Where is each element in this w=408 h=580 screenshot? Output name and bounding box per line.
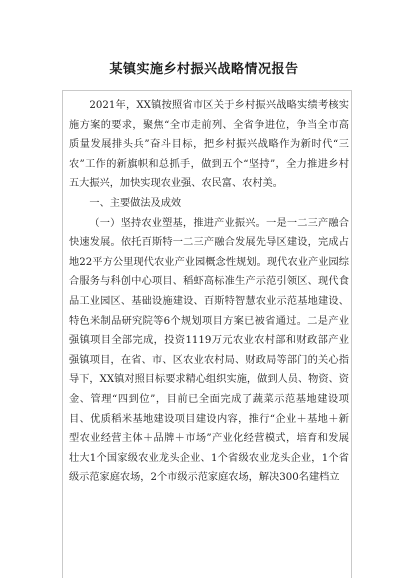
document-body (69, 96, 349, 488)
intro-paragraph: 2021年，XX镇按照省市区关于乡村振兴战略实绩考核实施方案的要求，聚焦“全市走前列、全省争进位，争当全市高质量发展排头兵”奋斗目标，把乡村振兴战略作为新时代“三农”工作的新旗帜和总抓手，做到五个“坚持”，全力推进乡村五大振兴，加快实现农业强、农民富、农村美。 (69, 100, 349, 190)
body-paragraph: （一）坚持农业塑基，推进产业振兴。一是一二三产融合快速发展。依托百斯特一二三产融合发展先导区建设，完成占地22平方公里现代农业产业园概念性规划。现代农业产业园综合服务与科创中心项目、稻虾高标准生产示范引领区、现代食品工业园区、基础设施建设、百斯特智慧农业示范基地建设、特色米制品研究院等6个规划项目方案已被省通过。二是产业强镇项目全部完成，投资1119万元农业农村部和财政部产业强镇项目，在省、市、区农业农村局、财政局等部门的关心指导下，XX镇对照目标要求精心组织实施，做到人员、物资、资金、管理“四到位”，目前已全面完成了蔬菜示范基地建设项目、优质稻米基地建设项目建设内容，推行“企业＋基地＋新型农业经营主体＋品牌＋市场”产业化经营模式，培育和发展壮大1个国家级农业龙头企业、1个省级农业龙头企业，1个省级示范家庭农场，2个市级示范家庭农场，解决300名建档立 (69, 217, 349, 484)
page-title: 某镇实施乡村振兴战略情况报告 (109, 62, 299, 77)
section-heading: 一、主要做法及成效 (89, 197, 182, 209)
